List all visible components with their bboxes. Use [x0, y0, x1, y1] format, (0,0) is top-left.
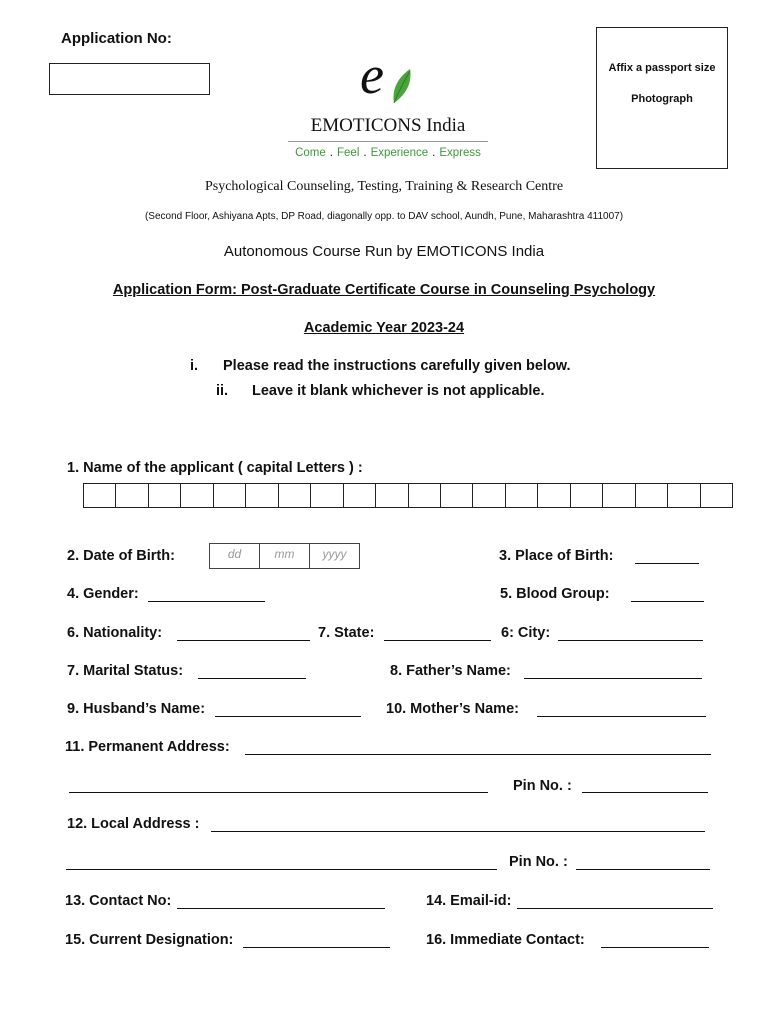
- blood-group-field[interactable]: [631, 601, 704, 602]
- name-label: 1. Name of the applicant ( capital Letters ) :: [67, 460, 363, 476]
- tagline-word: Come: [295, 147, 326, 159]
- father-name-label: 8. Father’s Name:: [390, 663, 511, 679]
- instruction-text: Leave it blank whichever is not applicable.: [252, 383, 545, 399]
- local-pin-field[interactable]: [576, 869, 710, 870]
- city-label: 6: City:: [501, 625, 551, 641]
- leaf-icon: [390, 65, 416, 105]
- photo-instruction-1: Affix a passport size: [608, 62, 716, 74]
- contact-no-label: 13. Contact No:: [65, 893, 172, 909]
- dob-field[interactable]: [209, 543, 360, 569]
- org-address: (Second Floor, Ashiyana Apts, DP Road, diagonally opp. to DAV school, Aundh, Pune, Maharashtra 411007): [144, 211, 624, 222]
- logo-name: EMOTICONS India: [310, 115, 466, 136]
- marital-status-label: 7. Marital Status:: [67, 663, 184, 679]
- dob-month[interactable]: mm: [260, 544, 310, 568]
- tagline-dot: .: [363, 147, 367, 159]
- name-letter-boxes[interactable]: [83, 483, 733, 508]
- tagline-word: Express: [439, 147, 481, 159]
- local-address-field-2[interactable]: [66, 869, 497, 870]
- photo-instruction-2: Photograph: [631, 93, 693, 105]
- mother-name-field[interactable]: [537, 716, 706, 717]
- immediate-contact-label: 16. Immediate Contact:: [426, 932, 585, 948]
- place-of-birth-label: 3. Place of Birth:: [499, 548, 614, 564]
- local-address-label: 12. Local Address :: [67, 816, 200, 832]
- marital-status-field[interactable]: [198, 678, 306, 679]
- email-label: 14. Email-id:: [426, 893, 512, 909]
- photo-box: [596, 27, 728, 169]
- place-of-birth-field[interactable]: [635, 563, 699, 564]
- local-pin-label: Pin No. :: [509, 854, 568, 870]
- tagline-word: Experience: [370, 147, 429, 159]
- nationality-field[interactable]: [177, 640, 310, 641]
- org-subtitle: Psychological Counseling, Testing, Training & Research Centre: [204, 179, 564, 194]
- current-designation-label: 15. Current Designation:: [65, 932, 234, 948]
- gender-label: 4. Gender:: [67, 586, 139, 602]
- instruction-number: ii.: [216, 383, 229, 399]
- logo: [288, 45, 488, 165]
- dob-year[interactable]: yyyy: [322, 547, 347, 561]
- tagline-dot: .: [432, 147, 436, 159]
- city-field[interactable]: [558, 640, 703, 641]
- state-field[interactable]: [384, 640, 491, 641]
- instruction-text: Please read the instructions carefully given below.: [223, 358, 571, 374]
- academic-year: Academic Year 2023-24: [303, 320, 465, 336]
- logo-tagline: [288, 147, 488, 159]
- application-no-field[interactable]: [49, 63, 210, 95]
- permanent-address-field-2[interactable]: [69, 792, 488, 793]
- permanent-pin-label: Pin No. :: [513, 778, 572, 794]
- logo-letter: e: [360, 45, 384, 105]
- husband-name-label: 9. Husband’s Name:: [67, 701, 206, 717]
- dob-day[interactable]: dd: [210, 544, 260, 568]
- nationality-label: 6. Nationality:: [67, 625, 163, 641]
- dob-label: 2. Date of Birth:: [67, 548, 175, 564]
- current-designation-field[interactable]: [243, 947, 390, 948]
- gender-field[interactable]: [148, 601, 265, 602]
- tagline-word: Feel: [337, 147, 360, 159]
- permanent-address-label: 11. Permanent Address:: [65, 739, 230, 755]
- state-label: 7. State:: [318, 625, 375, 641]
- email-field[interactable]: [517, 908, 713, 909]
- permanent-pin-field[interactable]: [582, 792, 708, 793]
- husband-name-field[interactable]: [215, 716, 361, 717]
- permanent-address-field-1[interactable]: [245, 754, 711, 755]
- application-no-label: Application No:: [61, 30, 172, 47]
- local-address-field-1[interactable]: [211, 831, 705, 832]
- blood-group-label: 5. Blood Group:: [500, 586, 610, 602]
- logo-divider: [288, 141, 488, 142]
- course-run-text: Autonomous Course Run by EMOTICONS India: [223, 243, 545, 260]
- mother-name-label: 10. Mother’s Name:: [386, 701, 519, 717]
- instruction-number: i.: [190, 358, 199, 374]
- contact-no-field[interactable]: [177, 908, 385, 909]
- father-name-field[interactable]: [524, 678, 702, 679]
- form-title: Application Form: Post-Graduate Certificate Course in Counseling Psychology: [112, 282, 656, 298]
- immediate-contact-field[interactable]: [601, 947, 709, 948]
- tagline-dot: .: [329, 147, 333, 159]
